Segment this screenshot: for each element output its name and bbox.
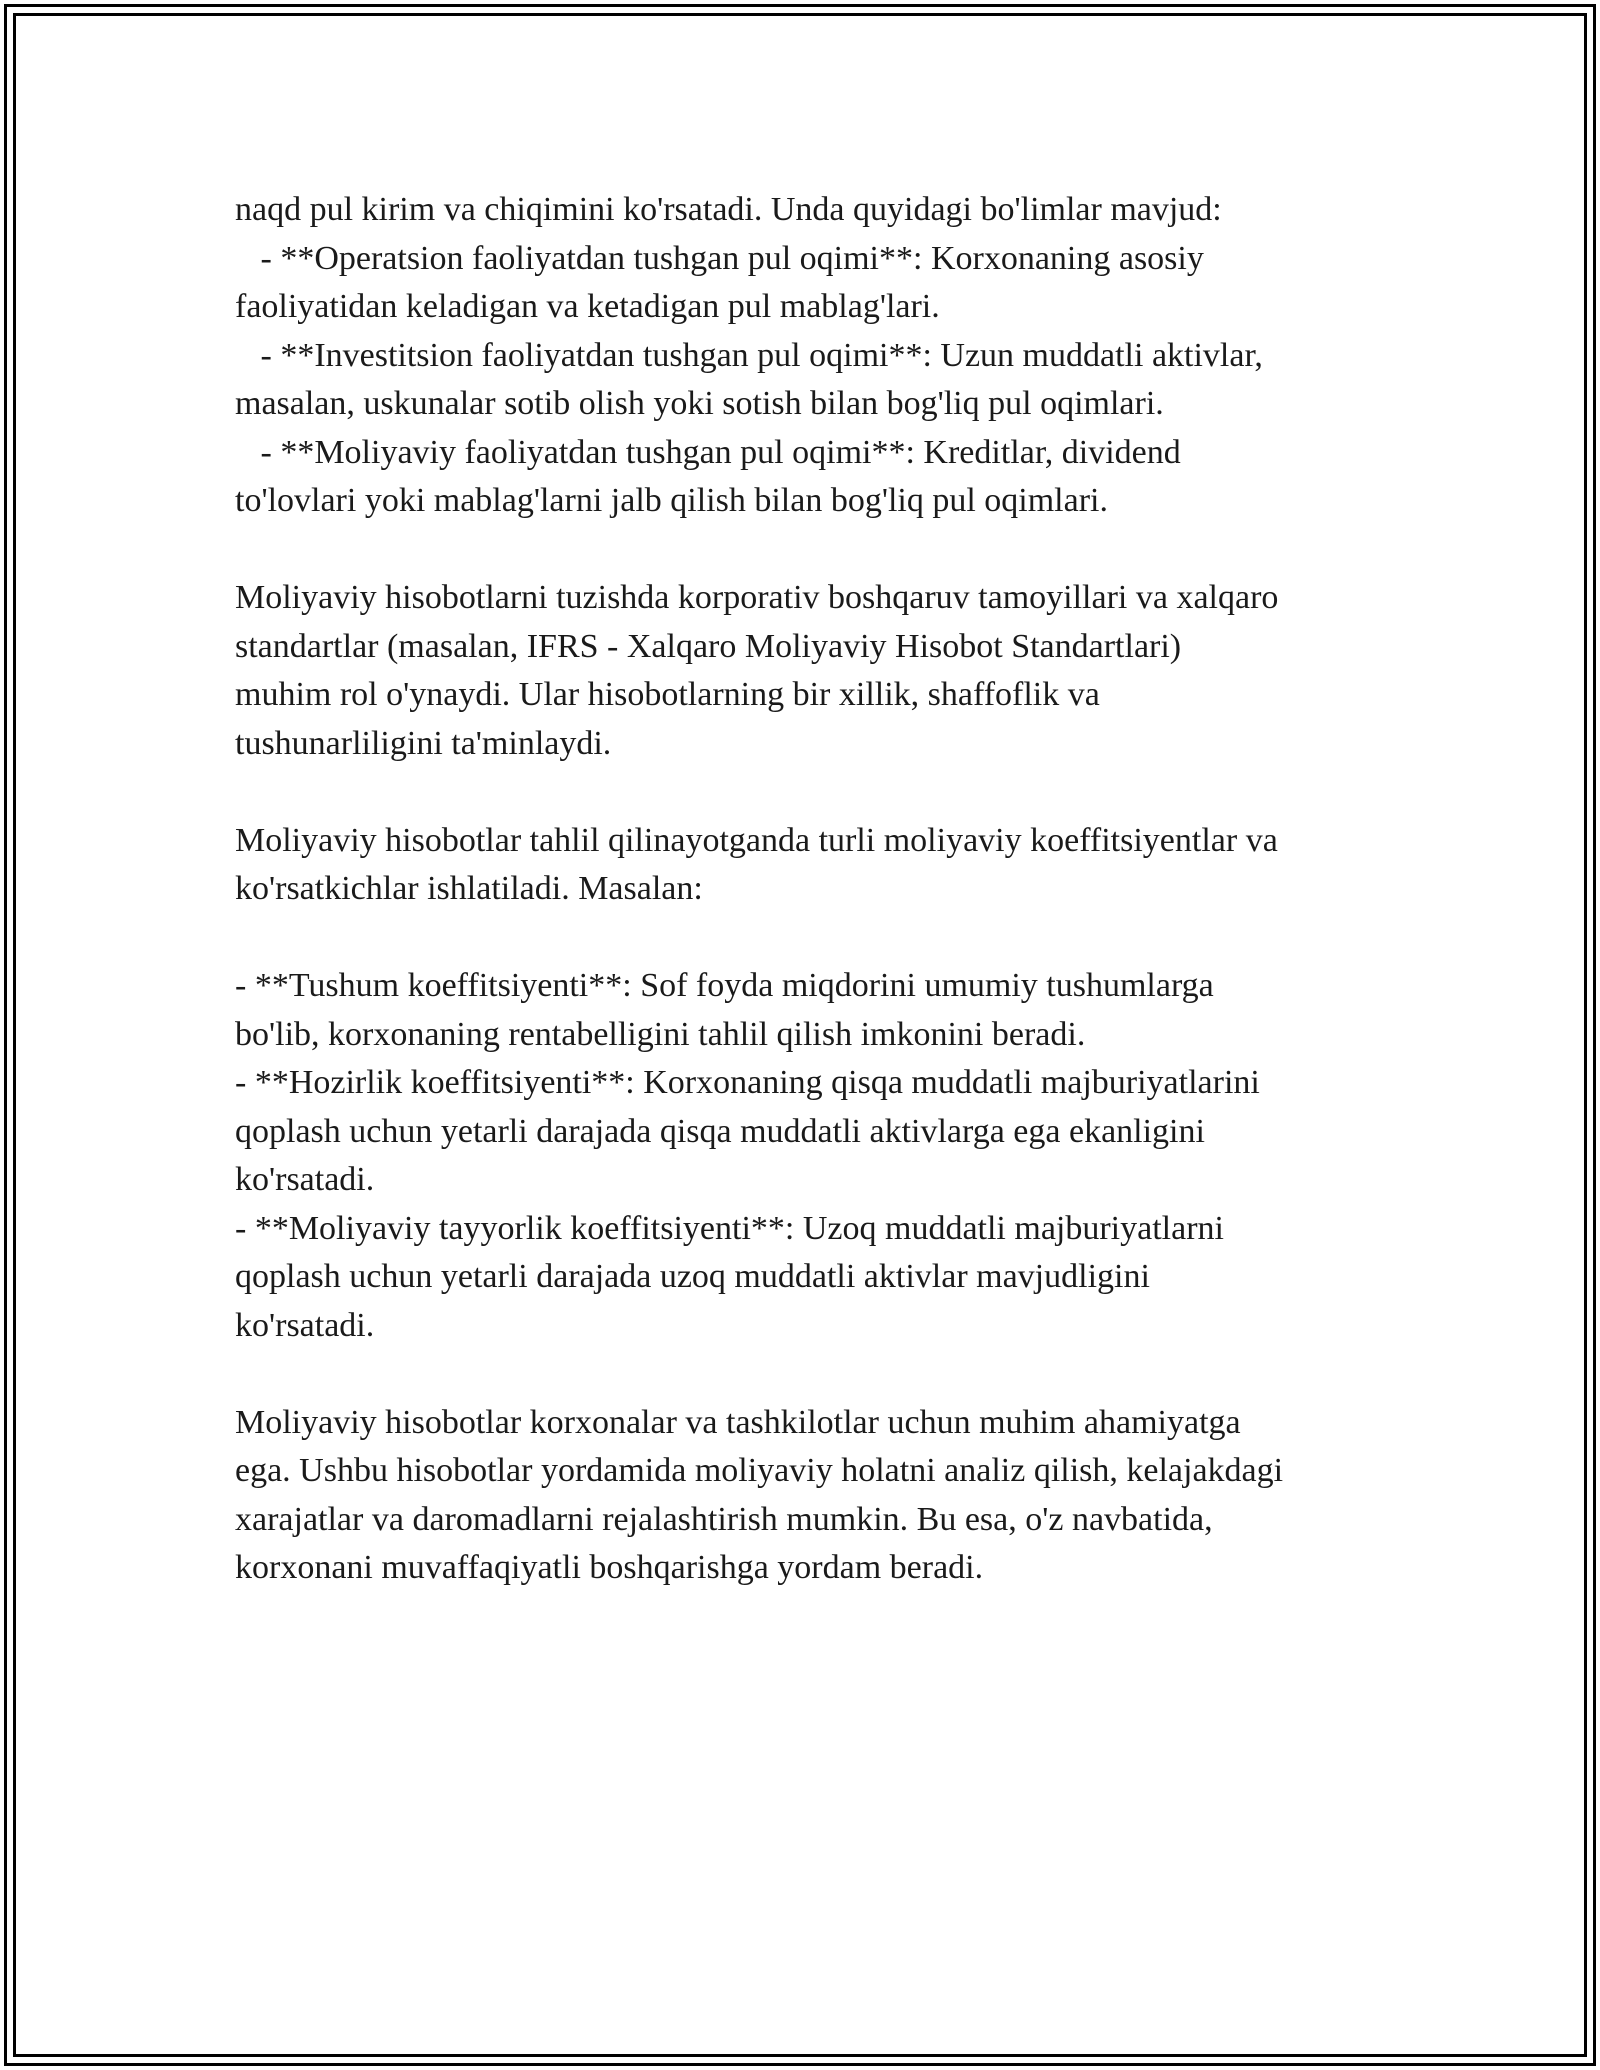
text-line: - **Investitsion faoliyatdan tushgan pul oqimi**: Uzun muddatli aktivlar, bbox=[235, 336, 1263, 374]
text-line: to'lovlari yoki mablag'larni jalb qilish bilan bog'liq pul oqimlari. bbox=[235, 482, 1108, 519]
blank-line bbox=[235, 768, 1395, 817]
text-line: Moliyaviy hisobotlar korxonalar va tashkilotlar uchun muhim ahamiyatga bbox=[235, 1403, 1241, 1441]
text-line: muhim rol o'ynaydi. Ular hisobotlarning bir xillik, shaffoflik va bbox=[235, 676, 1100, 713]
text-line: ko'rsatadi. bbox=[235, 1306, 375, 1344]
text-line: ega. Ushbu hisobotlar yordamida moliyaviy holatni analiz qilish, kelajakdagi bbox=[235, 1452, 1284, 1489]
text-line: qoplash uchun yetarli darajada uzoq muddatli aktivlar mavjudligini bbox=[235, 1258, 1150, 1295]
text-line: - **Moliyaviy tayyorlik koeffitsiyenti**: Uzoq muddatli majburiyatlarni bbox=[235, 1209, 1224, 1247]
text-line: - **Operatsion faoliyatdan tushgan pul oqimi**: Korxonaning asosiy bbox=[235, 239, 1204, 277]
blank-line bbox=[235, 914, 1395, 963]
blank-line bbox=[235, 1350, 1395, 1399]
text-line: korxonani muvaffaqiyatli boshqarishga yordam beradi. bbox=[235, 1549, 984, 1586]
text-line: bo'lib, korxonaning rentabelligini tahlil qilish imkonini beradi. bbox=[235, 1015, 1086, 1053]
text-line: - **Hozirlik koeffitsiyenti**: Korxonaning qisqa muddatli majburiyatlarini bbox=[235, 1064, 1260, 1101]
text-line: faoliyatidan keladigan va ketadigan pul mablag'lari. bbox=[235, 288, 940, 325]
text-line: xarajatlar va daromadlarni rejalashtirish mumkin. Bu esa, o'z navbatida, bbox=[235, 1500, 1213, 1538]
text-line: - **Moliyaviy faoliyatdan tushgan pul oqimi**: Kreditlar, dividend bbox=[235, 433, 1181, 471]
text-line: ko'rsatkichlar ishlatiladi. Masalan: bbox=[235, 870, 703, 907]
text-line: masalan, uskunalar sotib olish yoki sotish bilan bog'liq pul oqimlari. bbox=[235, 385, 1164, 422]
document-body bbox=[235, 186, 1395, 1593]
text-line: Moliyaviy hisobotlarni tuzishda korporativ boshqaruv tamoyillari va xalqaro bbox=[235, 579, 1279, 616]
text-line: qoplash uchun yetarli darajada qisqa muddatli aktivlarga ega ekanligini bbox=[235, 1112, 1205, 1150]
text-line: naqd pul kirim va chiqimini ko'rsatadi. Unda quyidagi bo'limlar mavjud: bbox=[235, 191, 1222, 228]
text-line: tushunarliligini ta'minlaydi. bbox=[235, 724, 612, 762]
text-line: Moliyaviy hisobotlar tahlil qilinayotganda turli moliyaviy koeffitsiyentlar va bbox=[235, 821, 1278, 859]
text-line: standartlar (masalan, IFRS - Xalqaro Moliyaviy Hisobot Standartlari) bbox=[235, 627, 1182, 665]
text-line: ko'rsatadi. bbox=[235, 1161, 375, 1198]
blank-line bbox=[235, 526, 1395, 575]
text-line: - **Tushum koeffitsiyenti**: Sof foyda miqdorini umumiy tushumlarga bbox=[235, 967, 1214, 1004]
